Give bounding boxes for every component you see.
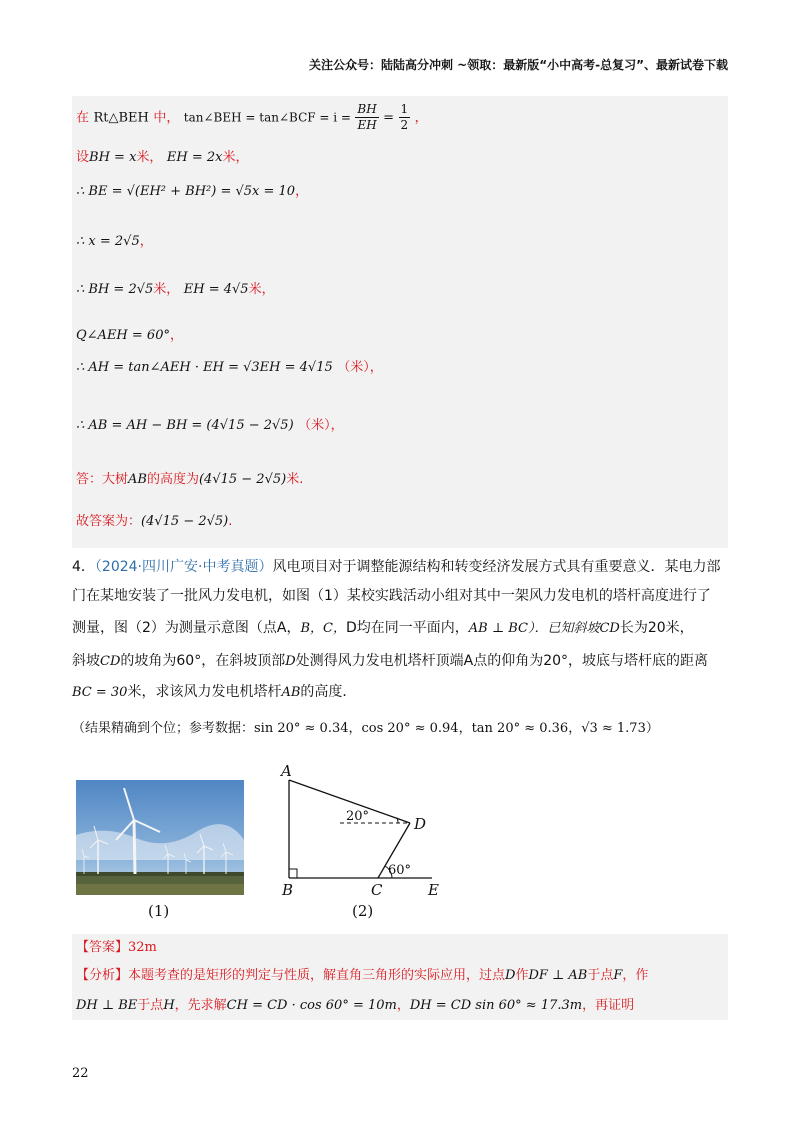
fraction-denominator: 2 <box>400 118 409 132</box>
math-ab-value: (4√15 − 2√5) <box>198 472 287 487</box>
unit-mi: 米， <box>153 282 180 297</box>
comma: ， <box>414 110 428 126</box>
question-text: 风电项目对于调整能源结构和转变经济发展方式具有重要意义．某电力部 <box>272 559 721 575</box>
answer-value: 32m <box>128 940 157 955</box>
geometry-diagram <box>270 760 450 900</box>
math-ab: AB <box>281 685 301 700</box>
math-df-perp: DF ⊥ AB <box>528 968 588 983</box>
ref-sqrt3: ，√3 ≈ 1.73 <box>568 721 646 736</box>
analysis-text: ，作 <box>622 968 649 983</box>
math-eh-value: EH = 4√5 <box>183 282 249 297</box>
point-c: C， <box>323 621 346 636</box>
fraction-denominator: EH <box>357 118 377 132</box>
analysis-text: ， <box>396 998 410 1013</box>
question-text: 处测得风力发电机塔杆顶端A点的仰角为20°，坡底与塔杆底的距离 <box>295 653 709 669</box>
math-ab: ∴ AB = AH − BH = (4√15 − 2√5) <box>76 418 294 433</box>
triangle-label: Rt△BEH <box>93 110 149 126</box>
comma: ， <box>169 328 183 343</box>
page-header: 关注公众号：陆陆高分冲刺 ~领取：最新版“小中高考-总复习”、最新试卷下载 <box>309 58 728 72</box>
solution-line-2 <box>76 146 248 169</box>
wind-turbine-image <box>76 780 244 895</box>
question-text: 斜坡 <box>72 653 100 669</box>
solution-line-6 <box>76 324 183 347</box>
question-text: 米，求该风力发电机塔杆 <box>127 684 282 700</box>
solution-line-9 <box>76 468 303 491</box>
wind-turbine-photo <box>76 780 244 895</box>
solution-line-5 <box>76 278 275 301</box>
question-line-1 <box>72 554 732 580</box>
math-perp: AB ⊥ BC）．已知斜坡 <box>468 621 600 636</box>
math-bc: BC = 30 <box>72 685 128 700</box>
math-x: ∴ x = 2√5 <box>76 234 140 249</box>
analysis-text: 于点 <box>587 968 614 983</box>
math-angle-aeh: Q∠AEH = 60° <box>76 328 170 343</box>
fraction-numerator: BH <box>357 102 377 116</box>
question-text: ） <box>645 721 659 736</box>
question-line-6 <box>72 716 732 742</box>
question-line-3 <box>72 615 732 642</box>
angle-label-60: 60° <box>388 863 412 878</box>
question-text: （结果精确到个位；参考数据： <box>72 721 255 736</box>
point-h: H <box>163 998 175 1013</box>
solution-line-10 <box>76 510 232 533</box>
question-text: 长为20米， <box>619 620 694 636</box>
text-zhong: 中， <box>153 110 180 126</box>
solution-box <box>72 96 728 548</box>
point-d: D <box>285 654 296 669</box>
question-source: （2024·四川广安·中考真题） <box>94 559 273 575</box>
ref-sin: sin 20° ≈ 0.34 <box>254 721 349 736</box>
solution-line-7 <box>76 356 383 379</box>
page-number: 22 <box>72 1066 89 1081</box>
question-text: 测量，图（2）为测量示意图（点A， <box>72 620 301 636</box>
point-f: F <box>613 968 623 983</box>
fraction-numerator: 1 <box>400 102 409 116</box>
math-cd: CD <box>100 654 121 669</box>
ref-cos: ，cos 20° ≈ 0.94 <box>348 721 459 736</box>
point-b: B， <box>300 621 324 636</box>
math-bh-value: ∴ BH = 2√5 <box>76 282 154 297</box>
math-bh: BH = x <box>89 150 137 165</box>
analysis-text: ，再证明 <box>582 998 635 1013</box>
unit-mi: 米， <box>248 282 275 297</box>
angle-label-20: 20° <box>346 809 370 824</box>
math-dh-perp: DH ⊥ BE <box>76 998 138 1013</box>
math-final-value: (4√15 − 2√5) <box>141 514 229 529</box>
question-number: 4． <box>72 559 95 575</box>
comma: ， <box>295 184 309 199</box>
answer-end: 米. <box>286 472 304 487</box>
math-cd: CD <box>599 621 620 636</box>
analysis-text: 本题考查的是矩形的判定与性质，解直角三角形的实际应用，过点 <box>128 968 506 983</box>
period: . <box>228 514 233 529</box>
unit-mi: 米， <box>136 150 163 165</box>
analysis-text: 作 <box>515 968 529 983</box>
analysis-line-2 <box>76 994 634 1017</box>
math-dh: DH = CD sin 60° ≈ 17.3m <box>409 998 583 1013</box>
text-zai: 在 <box>76 110 90 126</box>
question-line-4 <box>72 648 732 675</box>
answer-line <box>76 936 157 959</box>
figure-1-caption: (1) <box>148 902 170 920</box>
analysis-text: 于点 <box>137 998 164 1013</box>
math-ch: CH = CD · cos 60° = 10m <box>226 998 397 1013</box>
label-a: A <box>281 762 292 780</box>
analysis-line-1 <box>76 964 648 987</box>
question-text: 门在某地安装了一批风力发电机，如图（1）某校实践活动小组对其中一架风力发电机的塔杆高度进行了 <box>72 588 711 604</box>
question-line-2 <box>72 583 732 609</box>
ref-tan: ，tan 20° ≈ 0.36 <box>458 721 569 736</box>
label-b: B <box>282 881 294 899</box>
unit-mi: 米， <box>222 150 249 165</box>
fraction-one-half <box>399 102 411 133</box>
solution-line-8 <box>76 414 344 437</box>
math-ah: ∴ AH = tan∠AEH · EH = √3EH = 4√15 <box>76 360 333 375</box>
point-d: D <box>505 968 516 983</box>
tan-expression: tan∠BEH = tan∠BCF = i = <box>183 110 351 125</box>
answer-prefix: 答：大树 <box>76 472 129 487</box>
math-be: ∴ BE = √(EH² + BH²) = √5x = 10 <box>76 184 296 199</box>
answer-box <box>72 934 728 1020</box>
right-angle-mark <box>289 869 297 878</box>
label-e: E <box>428 881 439 899</box>
comma: ， <box>139 234 153 249</box>
question-text: 的坡角为60°，在斜坡顶部 <box>120 653 286 669</box>
answer-mid: 的高度为 <box>146 472 199 487</box>
analysis-tag: 【分析】 <box>76 968 129 983</box>
math-eh: EH = 2x <box>166 150 223 165</box>
solution-line-1 <box>76 102 428 133</box>
solution-line-3 <box>76 180 308 203</box>
figure-2-caption: (2) <box>352 902 374 920</box>
equals-sign: = <box>383 110 395 126</box>
answer-tag: 【答案】 <box>76 940 129 955</box>
fraction-bh-eh <box>355 102 378 133</box>
question-text: 的高度． <box>300 684 357 700</box>
analysis-text: ，先求解 <box>174 998 227 1013</box>
final-prefix: 故答案为： <box>76 514 142 529</box>
solution-line-4 <box>76 230 153 253</box>
question-text: D均在同一平面内， <box>346 620 469 636</box>
unit-mi-paren: （米）， <box>298 418 344 433</box>
label-d: D <box>414 815 427 833</box>
question-line-5 <box>72 679 732 706</box>
math-ab-label: AB <box>128 472 147 487</box>
label-c: C <box>371 881 383 899</box>
text-she: 设 <box>76 150 90 165</box>
unit-mi-paren: （米）， <box>337 360 383 375</box>
